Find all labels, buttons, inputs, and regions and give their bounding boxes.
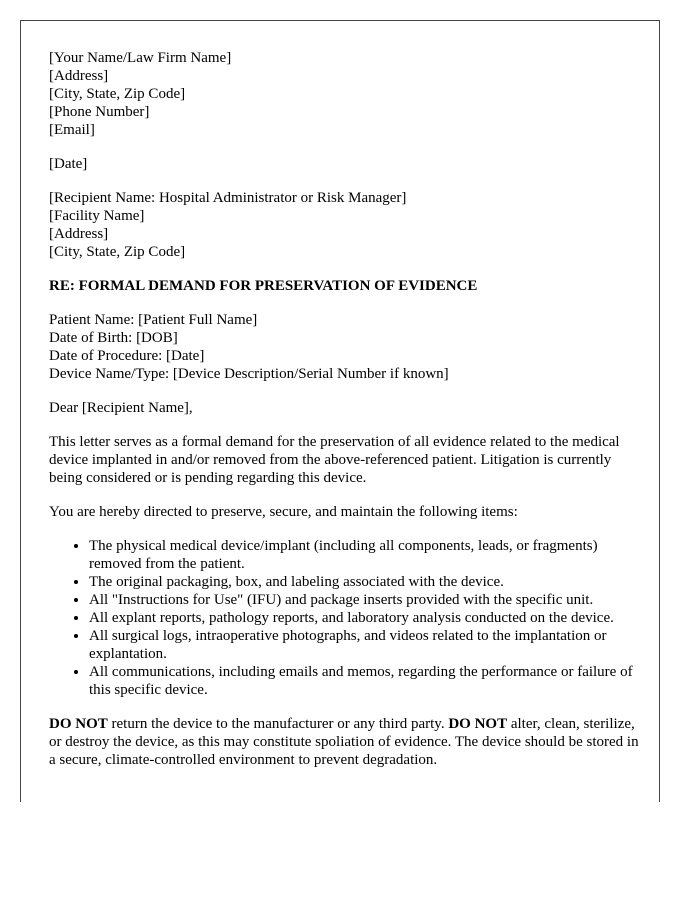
- patient-name: Patient Name: [Patient Full Name]: [49, 312, 258, 328]
- sender-phone: [Phone Number]: [49, 104, 150, 120]
- list-item: • All explant reports, pathology reports, and laboratory analysis conducted on the device.: [89, 609, 639, 627]
- procedure-date: Date of Procedure: [Date]: [49, 348, 205, 364]
- salutation: Dear [Recipient Name],: [49, 400, 193, 416]
- patient-info-block: [49, 311, 639, 383]
- directive-paragraph: You are hereby directed to preserve, secure, and maintain the following items:: [49, 504, 518, 520]
- sender-email: [Email]: [49, 122, 95, 138]
- list-item: • All "Instructions for Use" (IFU) and package inserts provided with the specific unit.: [89, 591, 639, 609]
- warning-text: return the device to the manufacturer or any third party.: [107, 716, 449, 732]
- do-not-emphasis: DO NOT: [49, 716, 108, 732]
- warning-paragraph: [49, 715, 639, 769]
- sender-address: [Address]: [49, 68, 109, 84]
- patient-dob: Date of Birth: [DOB]: [49, 330, 178, 346]
- sender-block: [49, 49, 639, 139]
- recipient-name: [Recipient Name: Hospital Administrator or Risk Manager]: [49, 190, 407, 206]
- list-item: • All communications, including emails and memos, regarding the performance or failure of this specific device.: [89, 663, 639, 699]
- preservation-items-list: [49, 537, 639, 699]
- do-not-emphasis: DO NOT: [448, 716, 508, 732]
- list-item: • The physical medical device/implant (including all components, leads, or fragments) removed from the patient.: [89, 537, 639, 573]
- list-item: • The original packaging, box, and labeling associated with the device.: [89, 573, 639, 591]
- letter-date: [Date]: [49, 156, 88, 172]
- recipient-block: [49, 189, 639, 261]
- warning-text: alter, clean, sterilize, or destroy the device, as this may constitute spoliation of evidence. The device should be stored in a secure, climate-controlled environment to prevent degradation.: [49, 716, 639, 768]
- recipient-address: [Address]: [49, 226, 109, 242]
- intro-paragraph: This letter serves as a formal demand for the preservation of all evidence related to the medical device implanted in and/or removed from the above-referenced patient. Litigation is currently being considered or is pending regarding this device.: [49, 434, 620, 486]
- recipient-city: [City, State, Zip Code]: [49, 244, 186, 260]
- sender-name: [Your Name/Law Firm Name]: [49, 50, 232, 66]
- letter-page: [20, 20, 660, 802]
- recipient-facility: [Facility Name]: [49, 208, 145, 224]
- list-item: • All surgical logs, intraoperative photographs, and videos related to the implantation or explantation.: [89, 627, 639, 663]
- subject-line: RE: FORMAL DEMAND FOR PRESERVATION OF EVIDENCE: [49, 278, 478, 294]
- device-name: Device Name/Type: [Device Description/Serial Number if known]: [49, 366, 449, 382]
- date-block: [49, 155, 639, 173]
- sender-city: [City, State, Zip Code]: [49, 86, 186, 102]
